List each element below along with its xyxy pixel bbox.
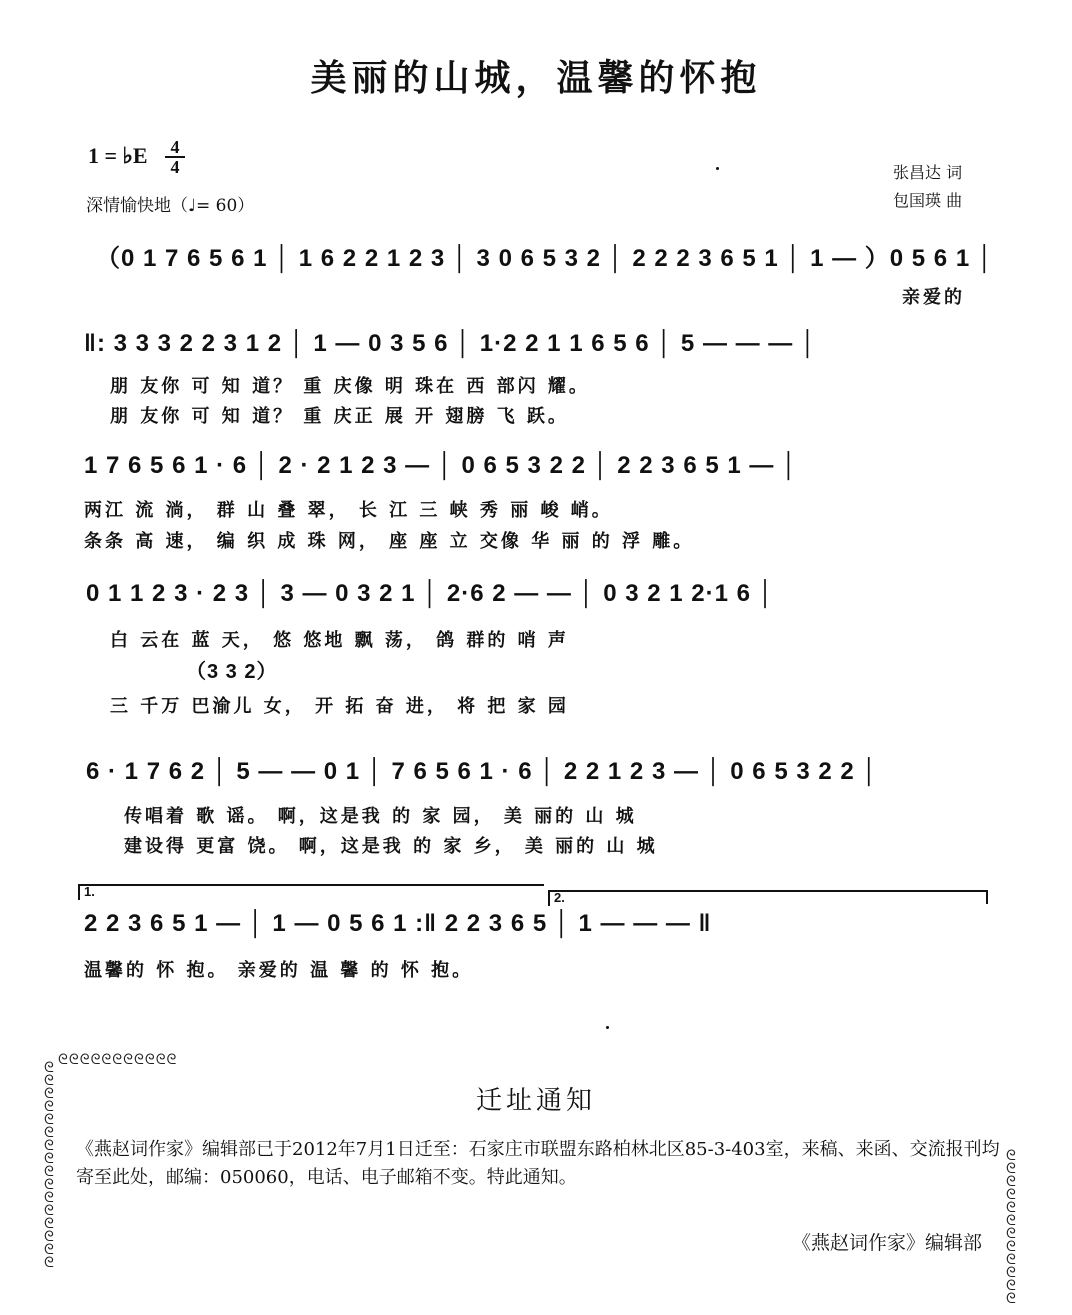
lyric-line-5-verse-2: 建设得 更富 饶。 啊，这是我 的 家 乡， 美 丽的 山 城 xyxy=(124,836,658,857)
lyric-line-2-verse-2: 朋 友你 可 知 道？ 重 庆正 展 开 翅膀 飞 跃。 xyxy=(110,406,569,427)
decorative-border-right: ᘓ ᘓ ᘓ ᘓ ᘓ ᘓ ᘓ ᘓ ᘓ ᘓ ᘓ ᘓ xyxy=(1006,1148,1016,1307)
scan-speck xyxy=(606,1026,609,1029)
volta-2-line xyxy=(548,890,988,892)
score-line-1: （0 1 7 6 5 6 1 │ 1 6 2 2 1 2 3 │ 3 0 6 5 3 2 │ 2 2 2 3 6 5 1 │ 1 — ）0 5 6 1 │ xyxy=(96,245,994,272)
notice-title: 迁址通知 xyxy=(475,1086,596,1116)
composer-credit: 包国瑛 曲 xyxy=(893,191,963,210)
tempo-marking: 深情愉快地（♩= 60） xyxy=(86,196,255,216)
volta-1-line xyxy=(78,884,544,886)
lyric-line-3-verse-1: 两江 流 淌， 群 山 叠 翠， 长 江 三 峡 秀 丽 峻 峭。 xyxy=(84,500,613,521)
lyricist-credit: 张昌达 词 xyxy=(893,163,963,182)
notice-body: 《燕赵词作家》编辑部已于2012年7月1日迁至：石家庄市联盟东路柏林北区85-3-403室，来稿、来函、交流报刊均寄至此处，邮编：050060，电话、电子邮箱不变。特此通知。 xyxy=(76,1139,1000,1188)
lyric-line-5-verse-1: 传唱着 歌 谣。 啊，这是我 的 家 园， 美 丽的 山 城 xyxy=(124,806,637,827)
song-title: 美丽的山城，温馨的怀抱 xyxy=(310,58,762,99)
volta-2-left xyxy=(548,890,550,906)
ending-2-label: 2. xyxy=(554,890,565,905)
volta-1-left xyxy=(78,884,80,900)
score-line-5: 6 · 1 7 6 2 │ 5 — — 0 1 │ 7 6 5 6 1 · 6 │ 2 2 1 2 3 — │ 0 6 5 3 2 2 │ xyxy=(86,758,879,785)
decorative-border-left: ᘓ ᘓ ᘓ ᘓ ᘓ ᘓ ᘓ ᘓ ᘓ ᘓ ᘓ ᘓ ᘓ ᘓ ᘓ ᘓ xyxy=(44,1060,54,1271)
lyric-line-4-verse-1: 白 云在 蓝 天， 悠 悠地 飘 荡， 鸽 群的 哨 声 xyxy=(110,630,569,651)
scan-speck xyxy=(716,167,719,170)
score-line-6: 2 2 3 6 5 1 — │ 1 — 0 5 6 1 :‖ 2 2 3 6 5 │ 1 — — — ‖ xyxy=(84,910,712,937)
time-signature-top: 4 xyxy=(165,138,185,158)
lyric-line-6: 温馨的 怀 抱。 亲爱的 温 馨 的 怀 抱。 xyxy=(84,960,474,981)
volta-2-right xyxy=(986,890,988,904)
decorative-border-top: ᘓᘓᘓᘓᘓᘓᘓᘓᘓᘓᘓ xyxy=(58,1052,178,1068)
score-line-3: 1 7 6 5 6 1 · 6 │ 2 · 2 1 2 3 — │ 0 6 5 3 2 2 │ 2 2 3 6 5 1 — │ xyxy=(84,452,799,479)
notice-signature: 《燕赵词作家》编辑部 xyxy=(791,1232,982,1254)
time-signature-bottom: 4 xyxy=(170,157,180,177)
ending-1-label: 1. xyxy=(84,884,95,899)
lyric-line-2-verse-1: 朋 友你 可 知 道？ 重 庆像 明 珠在 西 部闪 耀。 xyxy=(110,376,590,397)
lyric-line-3-verse-2: 条条 高 速， 编 织 成 珠 网， 座 座 立 交像 华 丽 的 浮 雕。 xyxy=(84,531,695,552)
score-line-2: ‖: 3 3 3 2 2 3 1 2 │ 1 — 0 3 5 6 │ 1·2 2 1 1 6 5 6 │ 5 — — — │ xyxy=(84,330,817,357)
lyric-line-4-verse-2: 三 千万 巴渝儿 女， 开 拓 奋 进， 将 把 家 园 xyxy=(110,696,569,717)
key-signature: 1 = ♭E xyxy=(88,143,148,168)
score-line-4: 0 1 1 2 3 · 2 3 │ 3 — 0 3 2 1 │ 2·6 2 — — │ 0 3 2 1 2·1 6 │ xyxy=(86,580,775,607)
alternate-notes: （3 3 2） xyxy=(186,661,278,683)
time-signature xyxy=(165,138,185,176)
lyric-line-1: 亲爱的 xyxy=(902,287,965,308)
